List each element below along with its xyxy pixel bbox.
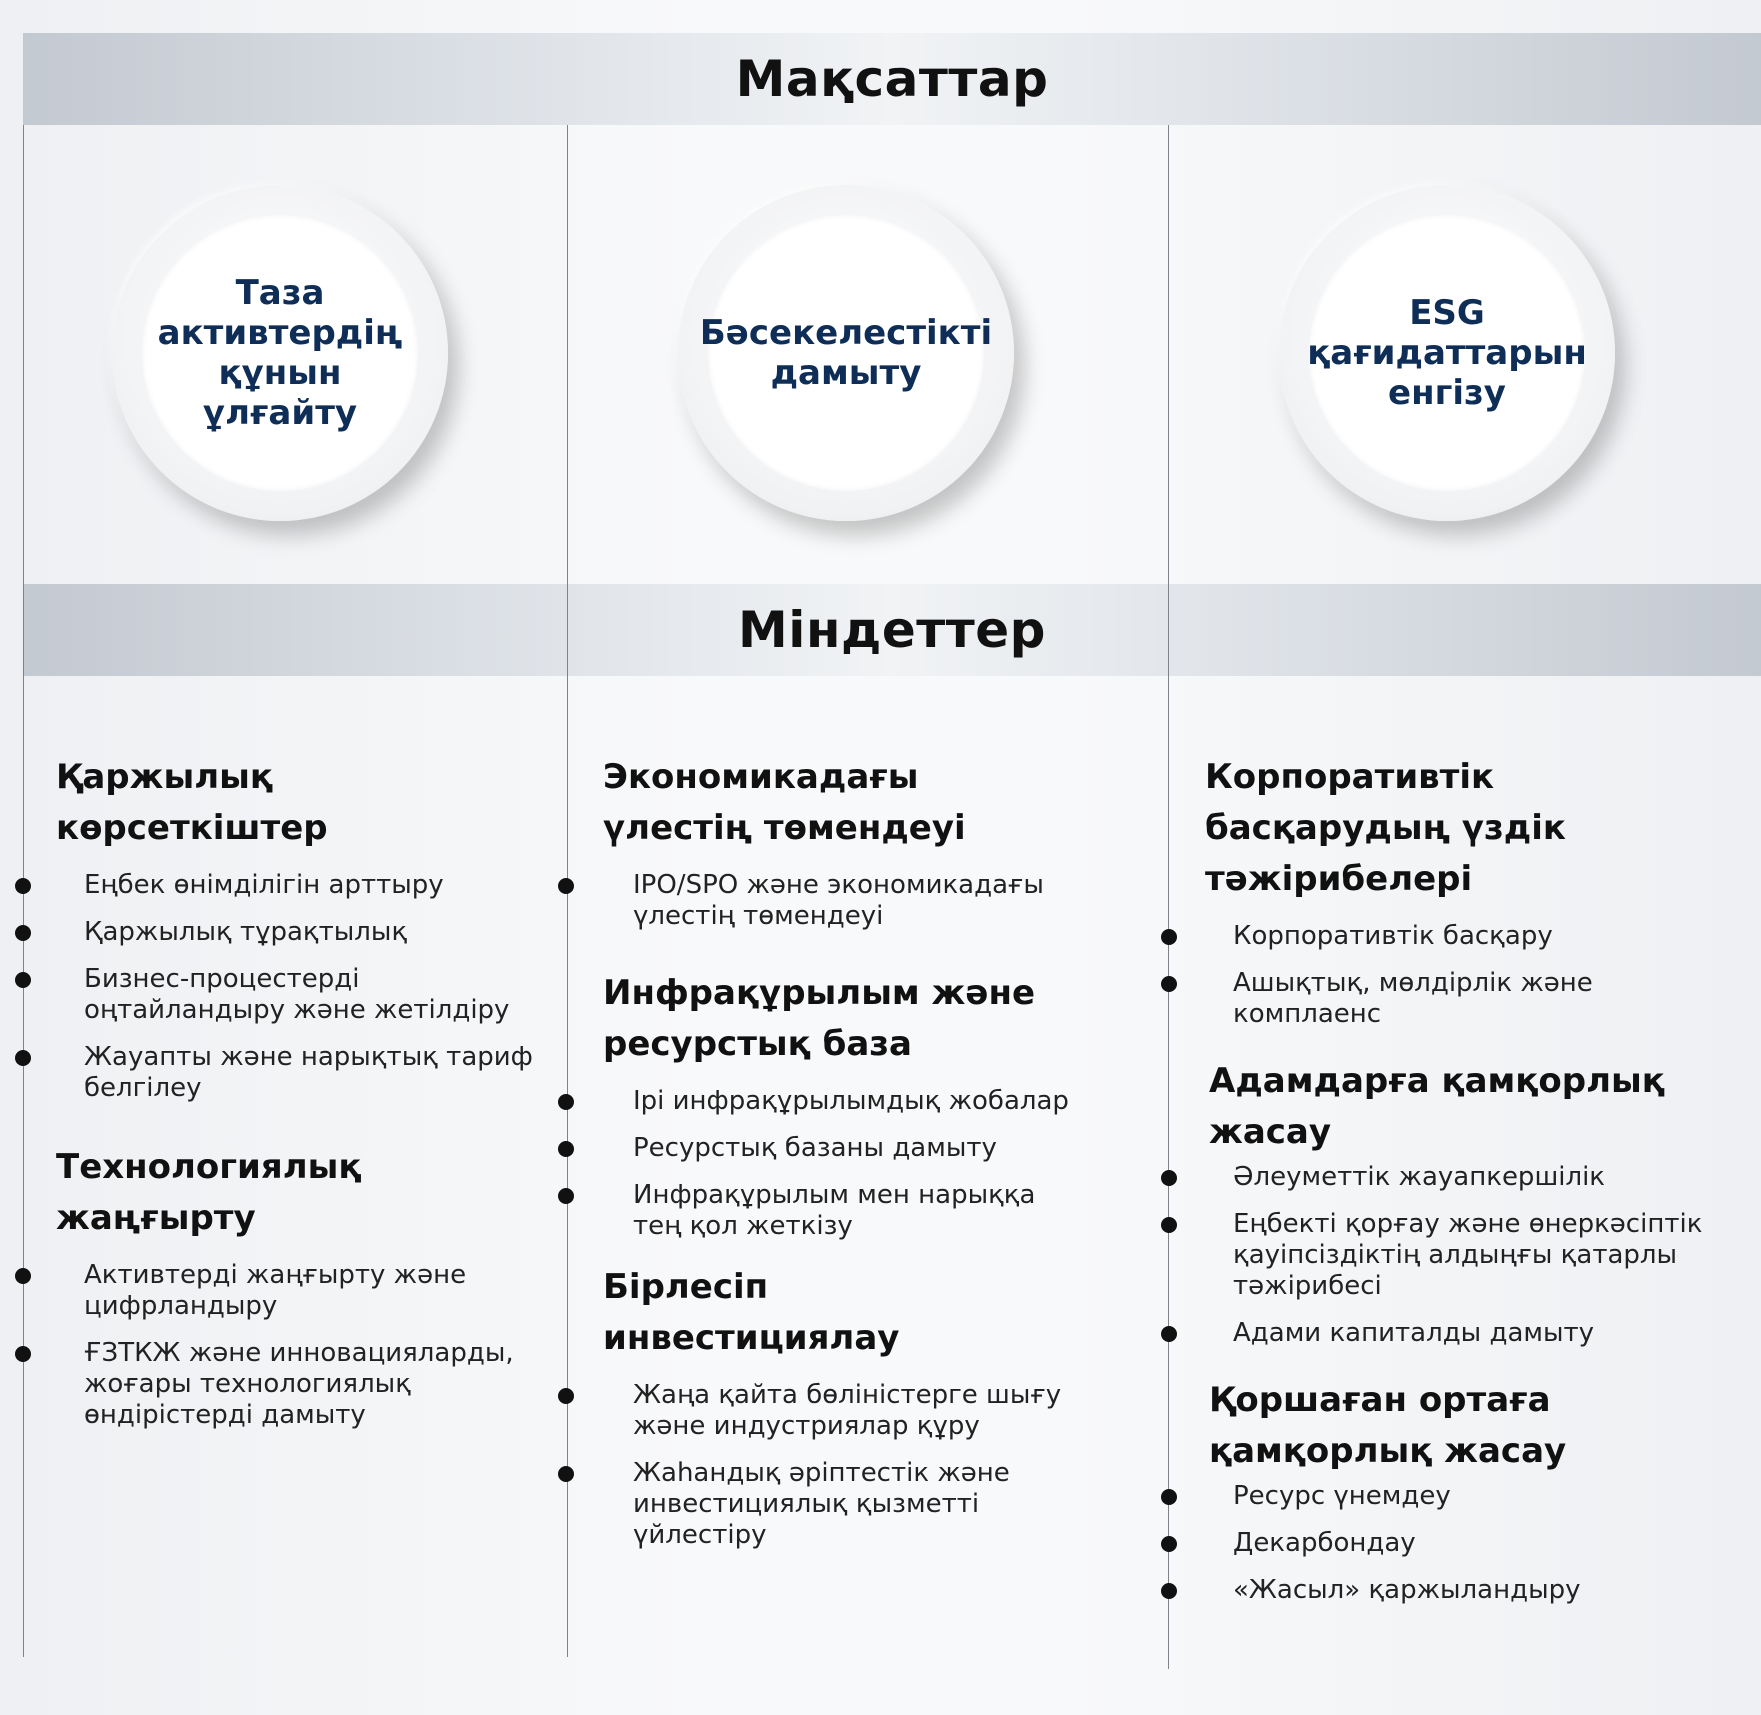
goal-circle-1	[112, 185, 448, 521]
bullet-icon	[1161, 1217, 1177, 1233]
bullet-icon	[1161, 1170, 1177, 1186]
list-item: Декарбондау	[1205, 1528, 1745, 1559]
tasks-column-3	[1205, 752, 1745, 1622]
list-item: «Жасыл» қаржыландыру	[1205, 1575, 1745, 1606]
tasks-column-2	[603, 752, 1073, 1567]
tasks-header-band	[23, 584, 1761, 676]
task-list	[1205, 1162, 1745, 1349]
list-item: Активтерді жаңғырту және цифрландыру	[56, 1260, 536, 1322]
group-heading: Адамдарға қамқорлық жасау	[1209, 1061, 1665, 1152]
list-item: Бизнес-процестерді оңтайландыру және жетілдіру	[56, 964, 536, 1026]
task-list	[603, 1086, 1073, 1242]
bullet-icon	[558, 1094, 574, 1110]
task-group	[56, 752, 536, 1104]
goal-circle-2	[678, 185, 1014, 521]
task-group	[1205, 1056, 1745, 1349]
bullet-icon	[558, 1466, 574, 1482]
list-item: Ашықтық, мөлдірлік және комплаенс	[1205, 968, 1745, 1030]
list-item: ҒЗТКЖ және инновацияларды, жоғары технологиялық өндірістерді дамыту	[56, 1338, 536, 1431]
group-heading: Инфрақұрылым және ресурстық база	[603, 973, 1036, 1064]
bullet-icon	[558, 1141, 574, 1157]
task-list	[603, 1380, 1073, 1551]
tasks-header: Міндеттер	[738, 601, 1046, 659]
goal-text-1: Таза активтердің құнын ұлғайту	[157, 273, 403, 433]
bullet-icon	[1161, 1583, 1177, 1599]
task-list	[603, 870, 1073, 932]
task-list	[56, 1260, 536, 1431]
bullet-icon	[15, 925, 31, 941]
task-group	[603, 1262, 1073, 1551]
list-item: Еңбекті қорғау және өнеркәсіптік қауіпсіздіктің алдыңғы қатарлы тәжірибесі	[1205, 1209, 1745, 1302]
list-item: Ірі инфрақұрылымдық жобалар	[603, 1086, 1073, 1117]
list-item: Әлеуметтік жауапкершілік	[1205, 1162, 1745, 1193]
task-list	[1205, 921, 1745, 1030]
bullet-icon	[1161, 1536, 1177, 1552]
bullet-icon	[1161, 929, 1177, 945]
list-item: Жаңа қайта бөліністерге шығу және индустриялар құру	[603, 1380, 1073, 1442]
column-divider-2	[1168, 125, 1169, 1669]
list-item: Инфрақұрылым мен нарыққа тең қол жеткізу	[603, 1180, 1073, 1242]
list-item: Қаржылық тұрақтылық	[56, 917, 536, 948]
group-heading: Экономикадағы үлестің төмендеуі	[603, 757, 966, 848]
bullet-icon	[15, 1346, 31, 1362]
tasks-column-1	[56, 752, 536, 1447]
bullet-icon	[558, 878, 574, 894]
task-group	[603, 968, 1073, 1242]
goal-circle-inner	[1309, 215, 1585, 491]
group-heading: Технологиялық жаңғырту	[56, 1147, 362, 1238]
list-item: Еңбек өнімділігін арттыру	[56, 870, 536, 901]
task-group	[1205, 752, 1745, 1030]
bullet-icon	[1161, 1326, 1177, 1342]
bullet-icon	[15, 1268, 31, 1284]
group-heading: Қоршаған ортаға қамқорлық жасау	[1209, 1380, 1567, 1471]
list-item: Жаһандық әріптестік және инвестициялық қызметті үйлестіру	[603, 1458, 1073, 1551]
task-list	[56, 870, 536, 1104]
goal-circle-inner	[699, 215, 993, 491]
list-item: Адами капиталды дамыту	[1205, 1318, 1745, 1349]
bullet-icon	[558, 1388, 574, 1404]
task-group	[1205, 1375, 1745, 1606]
bullet-icon	[1161, 976, 1177, 992]
group-heading: Бірлесіп инвестициялау	[603, 1267, 900, 1358]
task-group	[603, 752, 1073, 932]
goals-header-band	[23, 33, 1761, 125]
list-item: Корпоративтік басқару	[1205, 921, 1745, 952]
goal-circle-3	[1279, 185, 1615, 521]
group-heading: Қаржылық көрсеткіштер	[56, 757, 328, 848]
goals-header: Мақсаттар	[735, 50, 1049, 108]
bullet-icon	[15, 878, 31, 894]
list-item: Ресурс үнемдеу	[1205, 1481, 1745, 1512]
group-heading: Корпоративтік басқарудың үздік тәжірибелері	[1205, 757, 1566, 899]
task-list	[1205, 1481, 1745, 1606]
list-item: Жауапты және нарықтық тариф белгілеу	[56, 1042, 536, 1104]
task-group	[56, 1142, 536, 1431]
bullet-icon	[1161, 1489, 1177, 1505]
goal-text-3: ESG қағидаттарын енгізу	[1307, 293, 1587, 413]
bullet-icon	[15, 972, 31, 988]
goal-text-2: Бәсекелестікті дамыту	[699, 313, 993, 393]
bullet-icon	[15, 1050, 31, 1066]
bullet-icon	[558, 1188, 574, 1204]
list-item: Ресурстық базаны дамыту	[603, 1133, 1073, 1164]
goal-circle-inner	[142, 215, 418, 491]
list-item: IPO/SPO және экономикадағы үлестің төмендеуі	[603, 870, 1073, 932]
